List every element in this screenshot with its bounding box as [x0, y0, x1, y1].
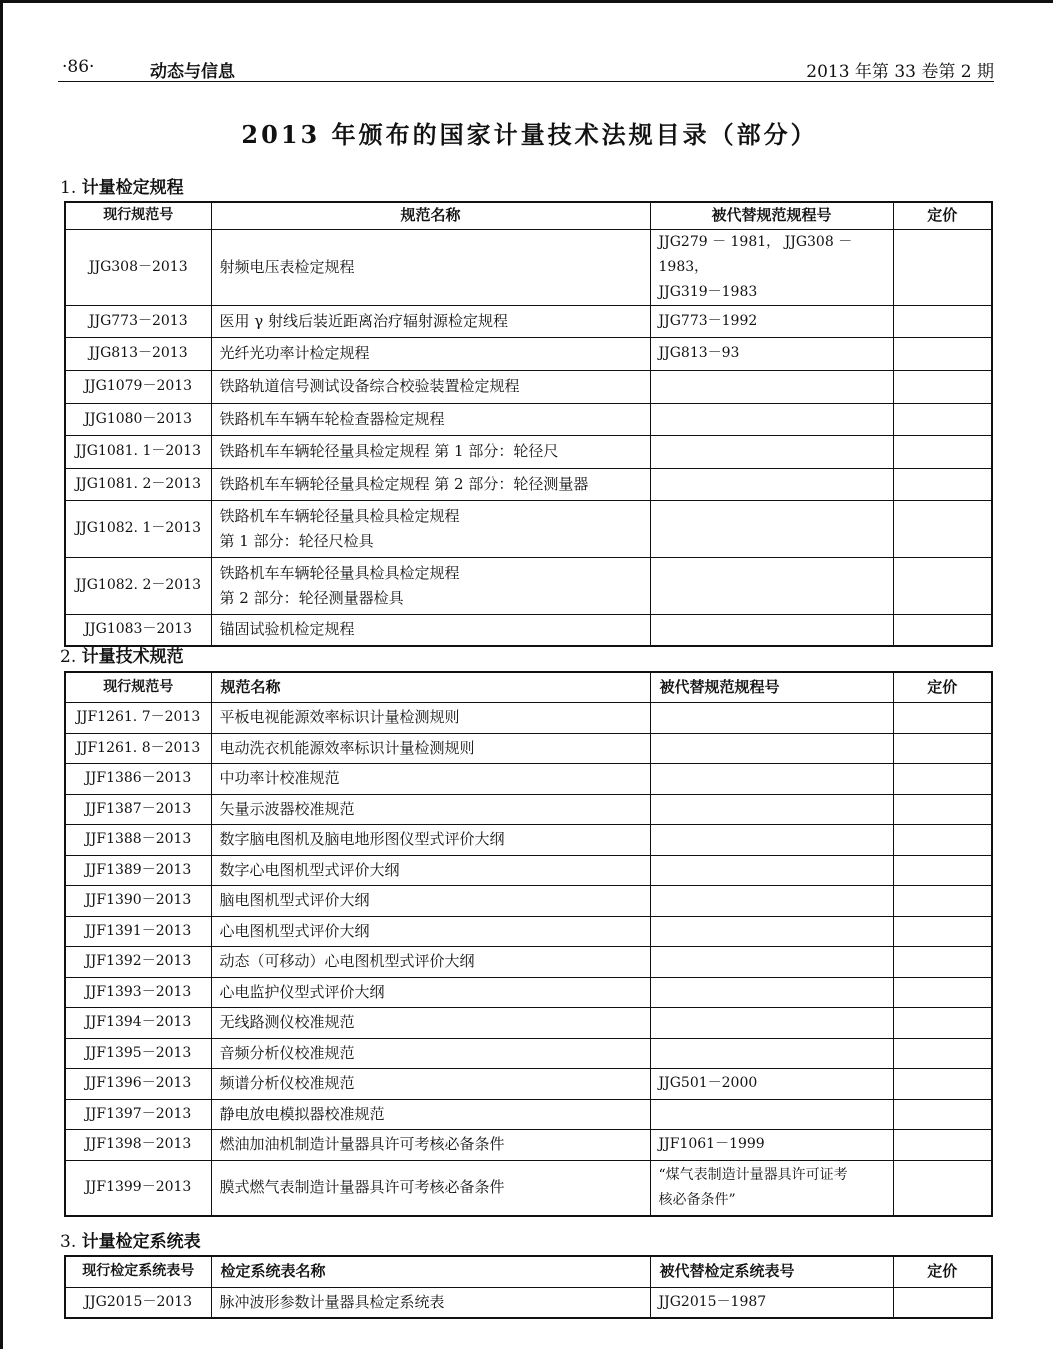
table-header-row — [65, 1256, 992, 1287]
table-row — [65, 885, 992, 916]
cell-replaced — [650, 1160, 893, 1216]
cell-replaced-line: JJF1061－1999 — [658, 1136, 765, 1152]
cell-name — [211, 885, 650, 916]
cell-name — [211, 763, 650, 794]
cell-code: JJG773－2013 — [65, 305, 211, 337]
col-header-price: 定价 — [893, 202, 992, 229]
cell-replaced — [650, 435, 893, 468]
col-header-code: 现行规范号 — [65, 672, 211, 702]
cell-replaced — [650, 702, 893, 733]
cell-price — [893, 500, 992, 557]
cell-name-line: 铁路轨道信号测试设备综合校验装置检定规程 — [219, 377, 520, 395]
cell-price — [893, 1160, 992, 1216]
cell-code: JJG1082. 2－2013 — [65, 557, 211, 614]
table-technical-specifications — [64, 671, 993, 1217]
cell-name-line: 脑电图机型式评价大纲 — [219, 891, 370, 909]
table-row — [65, 733, 992, 763]
table-row — [65, 763, 992, 794]
cell-price — [893, 824, 992, 855]
cell-replaced-line: “煤气表制造计量器具许可证考 — [658, 1166, 848, 1183]
cell-name — [211, 916, 650, 946]
table-row — [65, 1287, 992, 1318]
section-heading: 计量检定规程 — [81, 178, 184, 198]
cell-name — [211, 337, 650, 370]
cell-name-line: 铁路机车车辆车轮检查器检定规程 — [219, 409, 445, 428]
cell-name-line: 铁路机车车辆轮径量具检定规程 第 1 部分：轮径尺 — [219, 442, 559, 460]
page-number: ·86· — [62, 57, 95, 77]
journal-section: 动态与信息 — [150, 62, 235, 82]
cell-code: JJG1081. 2－2013 — [65, 468, 211, 500]
cell-name — [211, 1160, 650, 1216]
col-header-code: 现行规范号 — [65, 202, 211, 229]
cell-name-line: 静电放电模拟器校准规范 — [219, 1104, 385, 1123]
cell-price — [893, 468, 992, 500]
cell-name-line: 光纤光功率计检定规程 — [219, 344, 370, 362]
cell-price — [893, 614, 992, 646]
cell-code: JJF1389－2013 — [65, 855, 211, 885]
cell-price — [893, 229, 992, 305]
section-number: 1. — [60, 178, 77, 198]
cell-name-line: 数字脑电图机及脑电地形图仪型式评价大纲 — [219, 830, 505, 848]
cell-price — [893, 946, 992, 977]
table-row — [65, 1007, 992, 1038]
cell-name — [211, 855, 650, 885]
cell-name — [211, 824, 650, 855]
cell-name-line: 频谱分析仪校准规范 — [219, 1074, 355, 1092]
cell-price — [893, 305, 992, 337]
cell-code: JJG2015－2013 — [65, 1287, 211, 1318]
table-row — [65, 855, 992, 885]
cell-name — [211, 702, 650, 733]
section-number: 3. — [60, 1232, 77, 1252]
cell-name — [211, 1068, 650, 1099]
table-row — [65, 370, 992, 403]
cell-replaced — [650, 1129, 893, 1160]
cell-name-line: 第 1 部分：轮径尺检具 — [219, 531, 374, 550]
cell-replaced-line: JJG813－93 — [658, 345, 740, 361]
cell-code: JJG1082. 1－2013 — [65, 500, 211, 557]
cell-replaced — [650, 229, 893, 305]
cell-replaced-line: JJG319－1983 — [658, 283, 758, 300]
cell-code: JJG813－2013 — [65, 337, 211, 370]
col-header-replaced: 被代替规范规程号 — [650, 672, 893, 702]
cell-name-line: 无线路测仪校准规范 — [219, 1013, 355, 1031]
table-row — [65, 1038, 992, 1068]
cell-price — [893, 977, 992, 1007]
cell-name — [211, 305, 650, 337]
cell-name-line: 射频电压表检定规程 — [219, 257, 355, 276]
cell-price — [893, 435, 992, 468]
cell-name-line: 平板电视能源效率标识计量检测规则 — [219, 708, 460, 726]
cell-name — [211, 1007, 650, 1038]
table-row — [65, 1160, 992, 1216]
cell-replaced-line: 核必备条件” — [658, 1191, 736, 1208]
cell-name — [211, 977, 650, 1007]
cell-code: JJF1261. 8－2013 — [65, 733, 211, 763]
col-header-price: 定价 — [893, 672, 992, 702]
cell-price — [893, 794, 992, 824]
cell-replaced — [650, 946, 893, 977]
table-header-row — [65, 672, 992, 702]
cell-name-line: 动态（可移动）心电图机型式评价大纲 — [219, 952, 475, 970]
cell-name-line: 膜式燃气表制造计量器具许可考核必备条件 — [219, 1178, 505, 1197]
table-verification-regulations — [64, 201, 993, 647]
cell-code: JJF1393－2013 — [65, 977, 211, 1007]
table-row — [65, 614, 992, 646]
cell-name — [211, 1287, 650, 1318]
cell-name-line: 第 2 部分：轮径测量器检具 — [219, 588, 404, 607]
cell-code: JJF1387－2013 — [65, 794, 211, 824]
cell-replaced — [650, 1068, 893, 1099]
cell-code: JJF1399－2013 — [65, 1160, 211, 1216]
table-row — [65, 794, 992, 824]
table-row — [65, 500, 992, 557]
running-header — [58, 57, 994, 82]
table-row — [65, 468, 992, 500]
cell-replaced — [650, 614, 893, 646]
cell-name — [211, 403, 650, 435]
table-row — [65, 403, 992, 435]
cell-price — [893, 885, 992, 916]
cell-code: JJG1080－2013 — [65, 403, 211, 435]
section-number: 2. — [60, 647, 77, 667]
cell-replaced — [650, 824, 893, 855]
cell-name — [211, 614, 650, 646]
cell-replaced-line: JJG501－2000 — [658, 1075, 758, 1091]
cell-replaced — [650, 763, 893, 794]
cell-price — [893, 1129, 992, 1160]
cell-price — [893, 855, 992, 885]
cell-code: JJF1396－2013 — [65, 1068, 211, 1099]
table-row — [65, 229, 992, 305]
cell-price — [893, 1287, 992, 1318]
cell-name-line: 心电图机型式评价大纲 — [219, 921, 370, 940]
cell-replaced — [650, 403, 893, 435]
cell-replaced — [650, 1099, 893, 1129]
cell-price — [893, 337, 992, 370]
cell-replaced — [650, 733, 893, 763]
cell-name — [211, 1099, 650, 1129]
cell-replaced — [650, 1038, 893, 1068]
cell-price — [893, 733, 992, 763]
table-row — [65, 702, 992, 733]
cell-name-line: 铁路机车车辆轮径量具检具检定规程 — [219, 563, 460, 582]
cell-replaced-line: JJG773－1992 — [658, 312, 758, 329]
cell-name-line: 脉冲波形参数计量器具检定系统表 — [219, 1292, 445, 1311]
cell-replaced — [650, 1287, 893, 1318]
cell-replaced — [650, 500, 893, 557]
cell-price — [893, 1007, 992, 1038]
section-1-title — [60, 173, 184, 198]
section-heading: 计量检定系统表 — [81, 1232, 201, 1252]
cell-name — [211, 435, 650, 468]
col-header-name: 规范名称 — [211, 202, 650, 229]
cell-code: JJF1391－2013 — [65, 916, 211, 946]
cell-name-line: 心电监护仪型式评价大纲 — [219, 982, 385, 1001]
section-2-title — [60, 642, 184, 667]
cell-name-line: 数字心电图机型式评价大纲 — [219, 860, 400, 879]
cell-replaced-line: JJG279 － 1981， JJG308 － 1983， — [658, 233, 853, 275]
cell-replaced — [650, 916, 893, 946]
cell-code: JJF1261. 7－2013 — [65, 702, 211, 733]
table-row — [65, 1099, 992, 1129]
cell-replaced — [650, 557, 893, 614]
cell-replaced — [650, 305, 893, 337]
table-row — [65, 557, 992, 614]
col-header-code: 现行检定系统表号 — [65, 1256, 211, 1287]
table-row — [65, 435, 992, 468]
cell-name — [211, 794, 650, 824]
cell-price — [893, 1099, 992, 1129]
cell-code: JJF1390－2013 — [65, 885, 211, 916]
cell-price — [893, 916, 992, 946]
cell-code: JJF1392－2013 — [65, 946, 211, 977]
table-verification-schemes — [64, 1255, 993, 1319]
cell-name-line: 锚固试验机检定规程 — [219, 620, 355, 639]
page-title: 2013 年颁布的国家计量技术法规目录（部分） — [241, 120, 818, 149]
table-header-row — [65, 202, 992, 229]
cell-replaced — [650, 370, 893, 403]
cell-name — [211, 229, 650, 305]
table-row — [65, 1068, 992, 1099]
cell-replaced-line: JJG2015－1987 — [658, 1293, 767, 1310]
cell-code: JJF1386－2013 — [65, 763, 211, 794]
cell-name — [211, 733, 650, 763]
cell-replaced — [650, 855, 893, 885]
cell-code: JJF1398－2013 — [65, 1129, 211, 1160]
table-row — [65, 1129, 992, 1160]
section-3-title — [60, 1227, 201, 1252]
cell-replaced — [650, 794, 893, 824]
cell-price — [893, 403, 992, 435]
cell-price — [893, 1068, 992, 1099]
cell-replaced — [650, 977, 893, 1007]
table-row — [65, 916, 992, 946]
cell-price — [893, 702, 992, 733]
cell-replaced — [650, 468, 893, 500]
cell-name — [211, 468, 650, 500]
cell-name-line: 矢量示波器校准规范 — [219, 799, 355, 818]
cell-replaced — [650, 337, 893, 370]
table-row — [65, 977, 992, 1007]
cell-price — [893, 370, 992, 403]
col-header-name: 检定系统表名称 — [211, 1256, 650, 1287]
section-heading: 计量技术规范 — [81, 647, 184, 667]
col-header-replaced: 被代替规范规程号 — [650, 202, 893, 229]
cell-code: JJF1394－2013 — [65, 1007, 211, 1038]
cell-name — [211, 500, 650, 557]
cell-code: JJF1397－2013 — [65, 1099, 211, 1129]
col-header-name: 规范名称 — [211, 672, 650, 702]
cell-name-line: 电动洗衣机能源效率标识计量检测规则 — [219, 738, 475, 757]
table-row — [65, 305, 992, 337]
cell-replaced — [650, 1007, 893, 1038]
cell-name-line: 铁路机车车辆轮径量具检定规程 第 2 部分：轮径测量器 — [219, 474, 589, 493]
cell-price — [893, 557, 992, 614]
cell-name — [211, 557, 650, 614]
table-row — [65, 824, 992, 855]
cell-name-line: 中功率计校准规范 — [219, 769, 340, 787]
cell-name-line: 铁路机车车辆轮径量具检具检定规程 — [219, 506, 460, 525]
cell-code: JJF1395－2013 — [65, 1038, 211, 1068]
cell-code: JJG1079－2013 — [65, 370, 211, 403]
table-row — [65, 946, 992, 977]
cell-code: JJG1081. 1－2013 — [65, 435, 211, 468]
issue-info: 2013 年第 33 卷第 2 期 — [806, 62, 994, 82]
cell-name — [211, 946, 650, 977]
cell-name-line: 音频分析仪校准规范 — [219, 1043, 355, 1062]
cell-name — [211, 1129, 650, 1160]
cell-name-line: 医用 γ 射线后装近距离治疗辐射源检定规程 — [219, 311, 509, 330]
cell-replaced — [650, 885, 893, 916]
table-row — [65, 337, 992, 370]
cell-code: JJG308－2013 — [65, 229, 211, 305]
cell-name — [211, 1038, 650, 1068]
cell-price — [893, 1038, 992, 1068]
cell-code: JJF1388－2013 — [65, 824, 211, 855]
cell-code: JJG1083－2013 — [65, 614, 211, 646]
col-header-price: 定价 — [893, 1256, 992, 1287]
cell-name — [211, 370, 650, 403]
col-header-replaced: 被代替检定系统表号 — [650, 1256, 893, 1287]
cell-name-line: 燃油加油机制造计量器具许可考核必备条件 — [219, 1135, 505, 1153]
cell-price — [893, 763, 992, 794]
